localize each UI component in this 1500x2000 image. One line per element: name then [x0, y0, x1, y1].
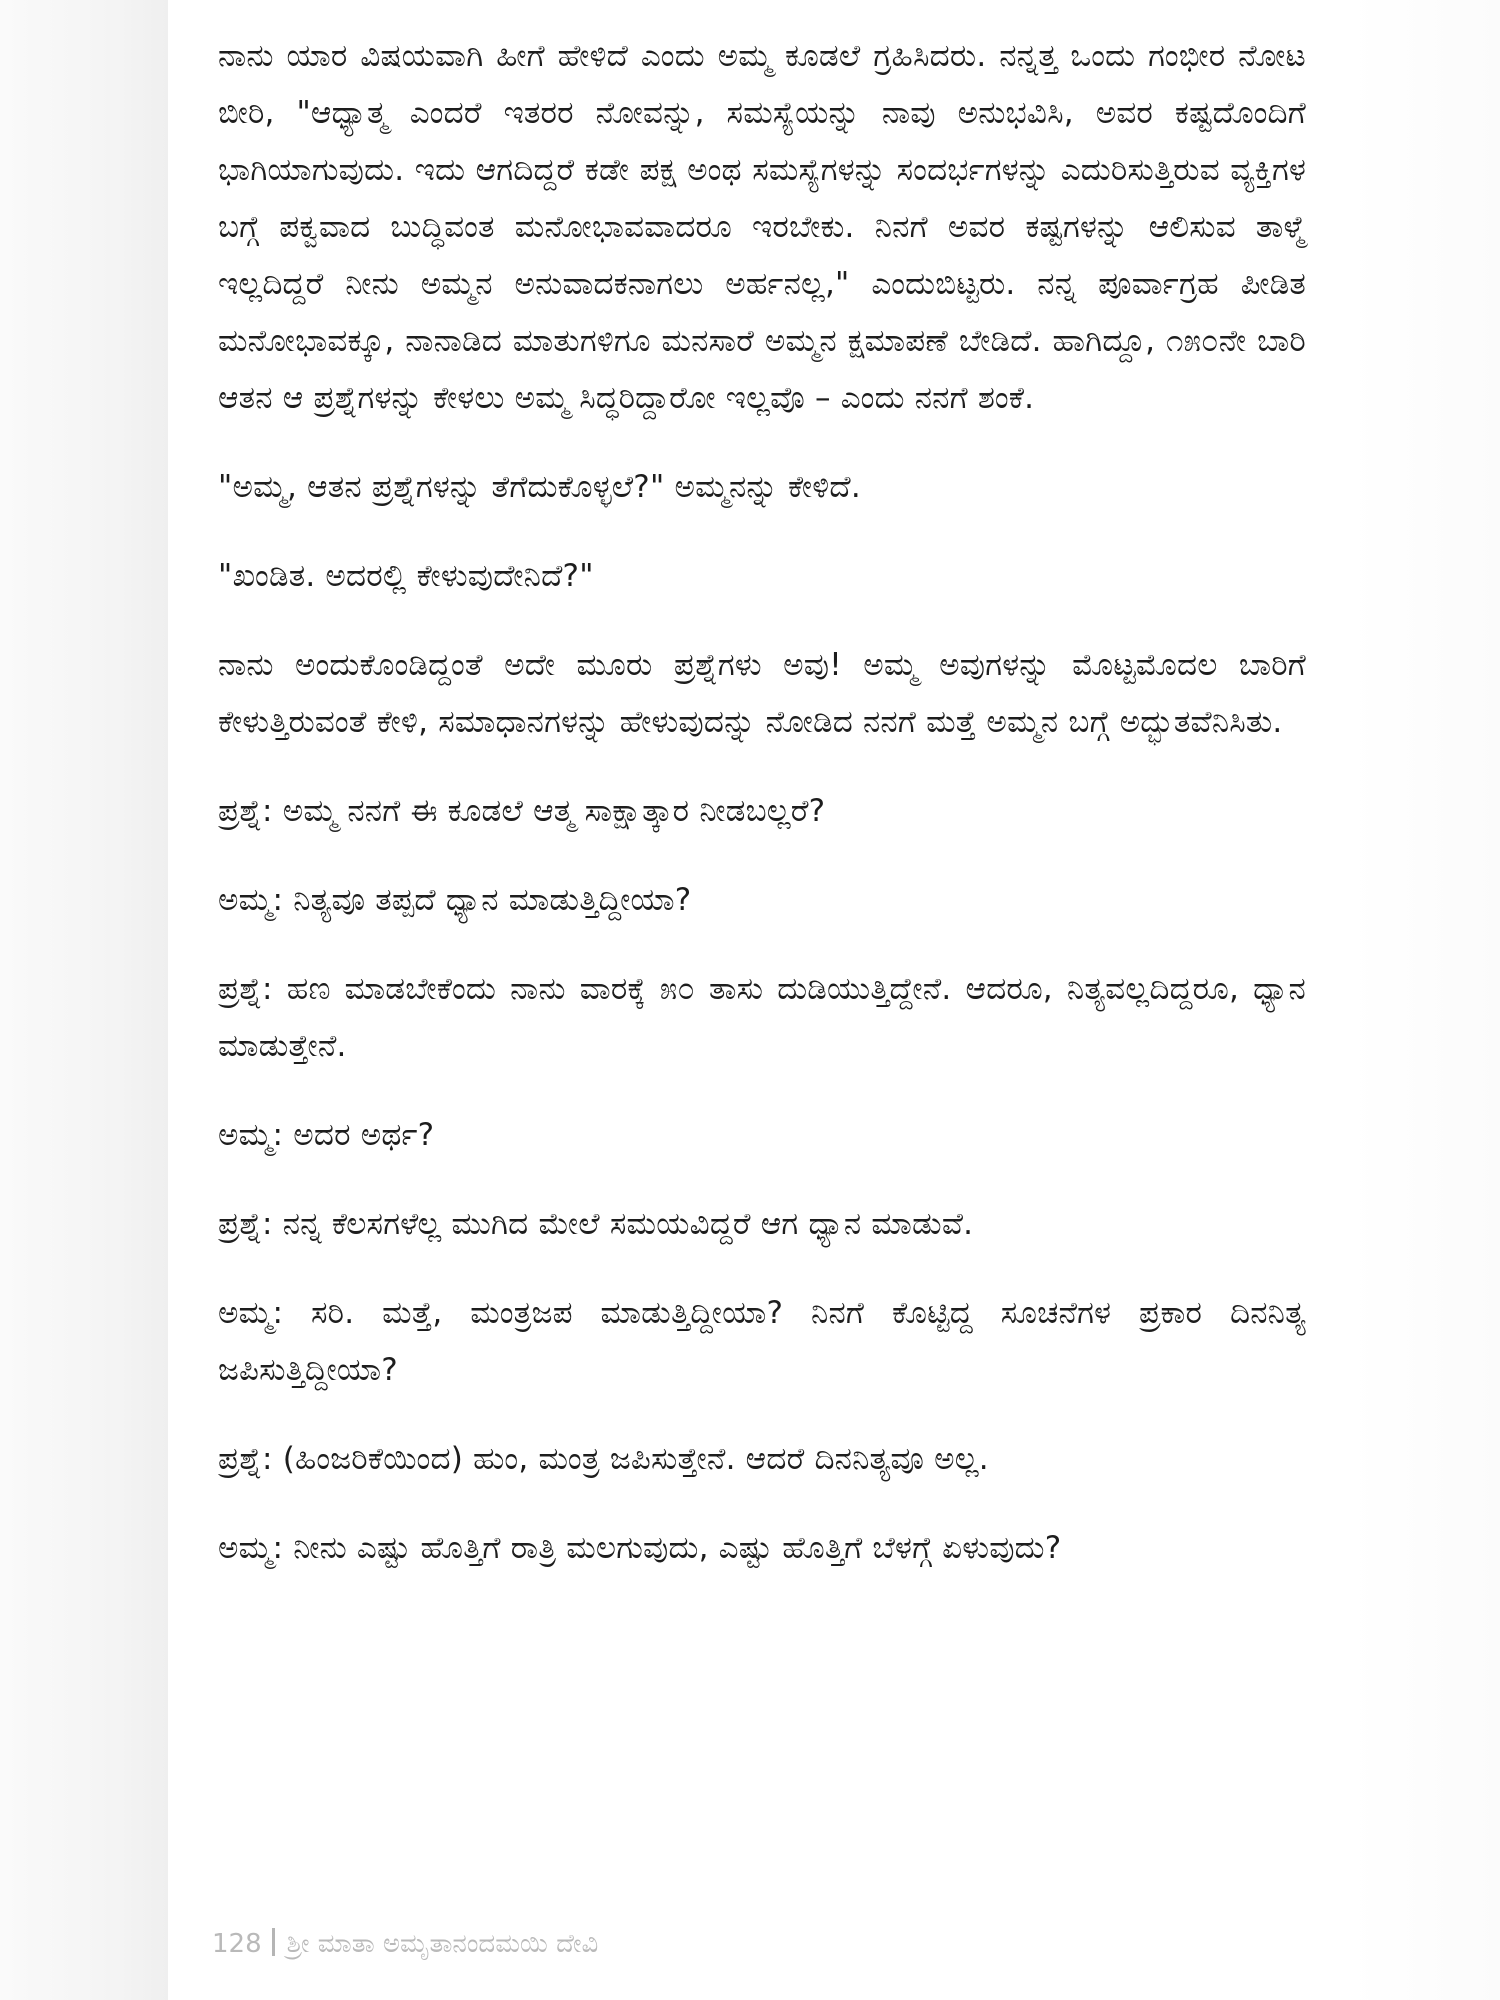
page-body	[218, 28, 1306, 1908]
page-margin-right	[1350, 0, 1500, 2000]
page-number: 128	[212, 1929, 262, 1959]
paragraph-same-questions: ನಾನು ಅಂದುಕೊಂಡಿದ್ದಂತೆ ಅದೇ ಮೂರು ಪ್ರಶ್ನೆಗಳು ಅವು! ಅಮ್ಮ ಅವುಗಳನ್ನು ಮೊಟ್ಟಮೊದಲ ಬಾರಿಗೆ ಕೇಳುತ್ತಿರುವಂತೆ ಕೇಳಿ, ಸಮಾಧಾನಗಳನ್ನು ಹೇಳುವುದನ್ನು ನೋಡಿದ ನನಗೆ ಮತ್ತೆ ಅಮ್ಮನ ಬಗ್ಗೆ ಅದ್ಭುತವೆನಿಸಿತು.	[218, 647, 1306, 740]
dialogue-answer-2: ಅಮ್ಮ: ಅದರ ಅರ್ಥ?	[218, 1117, 435, 1153]
dialogue-answer-3: ಅಮ್ಮ: ಸರಿ. ಮತ್ತೆ, ಮಂತ್ರಜಪ ಮಾಡುತ್ತಿದ್ದೀಯಾ? ನಿನಗೆ ಕೊಟ್ಟಿದ್ದ ಸೂಚನೆಗಳ ಪ್ರಕಾರ ದಿನನಿತ್ಯ ಜಪಿಸುತ್ತಿದ್ದೀಯಾ?	[218, 1295, 1306, 1388]
page-footer	[212, 1928, 598, 1960]
dialogue-answer-1: ಅಮ್ಮ: ನಿತ್ಯವೂ ತಪ್ಪದೆ ಧ್ಯಾನ ಮಾಡುತ್ತಿದ್ದೀಯಾ?	[218, 882, 692, 918]
dialogue-question-4: ಪ್ರಶ್ನೆ: (ಹಿಂಜರಿಕೆಯಿಂದ) ಹುಂ, ಮಂತ್ರ ಜಪಿಸುತ್ತೇನೆ. ಆದರೆ ದಿನನಿತ್ಯವೂ ಅಲ್ಲ.	[218, 1441, 989, 1477]
dialogue-question-1: ಪ್ರಶ್ನೆ: ಅಮ್ಮ ನನಗೆ ಈ ಕೂಡಲೆ ಆತ್ಮ ಸಾಕ್ಷಾತ್ಕಾರ ನೀಡಬಲ್ಲರೆ?	[218, 793, 826, 829]
dialogue-question-3: ಪ್ರಶ್ನೆ: ನನ್ನ ಕೆಲಸಗಳೆಲ್ಲ ಮುಗಿದ ಮೇಲೆ ಸಮಯವಿದ್ದರೆ ಆಗ ಧ್ಯಾನ ಮಾಡುವೆ.	[218, 1206, 974, 1242]
page-gutter-shadow	[0, 0, 168, 2000]
book-title: ಶ್ರೀ ಮಾತಾ ಅಮೃತಾನಂದಮಯಿ ದೇವಿ	[286, 1929, 599, 1959]
dialogue-question-2: ಪ್ರಶ್ನೆ: ಹಣ ಮಾಡಬೇಕೆಂದು ನಾನು ವಾರಕ್ಕೆ ೫೦ ತಾಸು ದುಡಿಯುತ್ತಿದ್ದೇನೆ. ಆದರೂ, ನಿತ್ಯವಲ್ಲದಿದ್ದರೂ, ಧ್ಯಾನ ಮಾಡುತ್ತೇನೆ.	[218, 971, 1306, 1064]
paragraph-amma-reply: "ಖಂಡಿತ. ಅದರಲ್ಲಿ ಕೇಳುವುದೇನಿದೆ?"	[218, 558, 594, 594]
paragraph-question-request: "ಅಮ್ಮ, ಆತನ ಪ್ರಶ್ನೆಗಳನ್ನು ತೆಗೆದುಕೊಳ್ಳಲೆ?" ಅಮ್ಮನನ್ನು ಕೇಳಿದೆ.	[218, 469, 861, 505]
dialogue-answer-4: ಅಮ್ಮ: ನೀನು ಎಷ್ಟು ಹೊತ್ತಿಗೆ ರಾತ್ರಿ ಮಲಗುವುದು, ಎಷ್ಟು ಹೊತ್ತಿಗೆ ಬೆಳಗ್ಗೆ ಏಳುವುದು?	[218, 1530, 1062, 1566]
footer-divider	[272, 1928, 275, 1956]
paragraph-intro: ನಾನು ಯಾರ ವಿಷಯವಾಗಿ ಹೀಗೆ ಹೇಳಿದೆ ಎಂದು ಅಮ್ಮ ಕೂಡಲೆ ಗ್ರಹಿಸಿದರು. ನನ್ನತ್ತ ಒಂದು ಗಂಭೀರ ನೋಟ ಬೀರಿ, "ಆಧ್ಯಾತ್ಮ ಎಂದರೆ ಇತರರ ನೋವನ್ನು, ಸಮಸ್ಯೆಯನ್ನು ನಾವು ಅನುಭವಿಸಿ, ಅವರ ಕಷ್ಟದೊಂದಿಗೆ ಭಾಗಿಯಾಗುವುದು. ಇದು ಆಗದಿದ್ದರೆ ಕಡೇ ಪಕ್ಷ ಅಂಥ ಸಮಸ್ಯೆಗಳನ್ನು ಸಂದರ್ಭಗಳನ್ನು ಎದುರಿಸುತ್ತಿರುವ ವ್ಯಕ್ತಿಗಳ ಬಗ್ಗೆ ಪಕ್ವವಾದ ಬುದ್ಧಿವಂತ ಮನೋಭಾವವಾದರೂ ಇರಬೇಕು. ನಿನಗೆ ಅವರ ಕಷ್ಟಗಳನ್ನು ಆಲಿಸುವ ತಾಳ್ಮೆ ಇಲ್ಲದಿದ್ದರೆ ನೀನು ಅಮ್ಮನ ಅನುವಾದಕನಾಗಲು ಅರ್ಹನಲ್ಲ," ಎಂದುಬಿಟ್ಟರು. ನನ್ನ ಪೂರ್ವಾಗ್ರಹ ಪೀಡಿತ ಮನೋಭಾವಕ್ಕೂ, ನಾನಾಡಿದ ಮಾತುಗಳಿಗೂ ಮನಸಾರೆ ಅಮ್ಮನ ಕ್ಷಮಾಪಣೆ ಬೇಡಿದೆ. ಹಾಗಿದ್ದೂ, ೧೫೦ನೇ ಬಾರಿ ಆತನ ಆ ಪ್ರಶ್ನೆಗಳನ್ನು ಕೇಳಲು ಅಮ್ಮ ಸಿದ್ಧರಿದ್ದಾರೋ ಇಲ್ಲವೊ – ಎಂದು ನನಗೆ ಶಂಕೆ.	[218, 38, 1306, 416]
